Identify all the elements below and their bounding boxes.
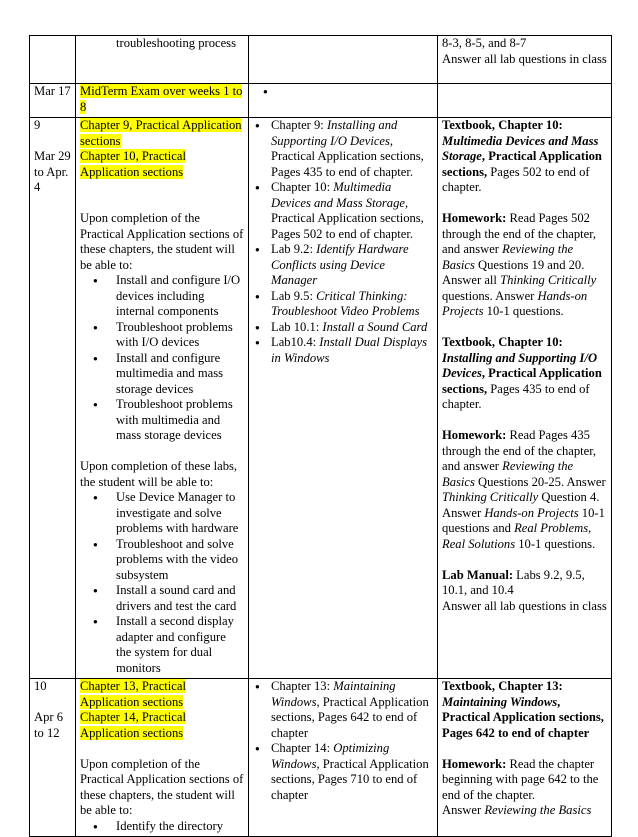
lab-answer-note: Answer all lab questions in class — [442, 598, 607, 613]
chapter-section: Chapter 13, Practical Application sections — [80, 679, 186, 709]
assignment-text: Answer all lab questions in class — [442, 51, 607, 66]
readings-cell — [249, 118, 438, 679]
textbook-assignment: Textbook, Chapter 10: Multimedia Devices and Mass Storage, Practical Application sections, Pages 502 to end of chapter. — [442, 118, 602, 194]
list-item: ● Troubleshoot problems with I/O devices — [80, 320, 244, 351]
homework-assignment: Homework: Read the chapter beginning with page 642 to the end of the chapter. — [442, 756, 599, 802]
list-item: ● Install and configure multimedia and mass storage devices — [80, 351, 244, 398]
textbook-assignment: Textbook, Chapter 10: Installing and Supporting I/O Devices, Practical Application sections, Pages 435 to end of chapter. — [442, 335, 602, 411]
topics-cell — [76, 84, 249, 118]
week-dates: Mar 29 to Apr. 4 — [34, 149, 71, 194]
chapter-section: Chapter 10, Practical Application sections — [80, 149, 186, 179]
list-item: ● Install and configure I/O devices including internal components — [80, 273, 244, 320]
table-row — [30, 84, 612, 118]
week-date: Mar 17 — [34, 84, 71, 98]
week-number: 10 — [34, 679, 47, 693]
assignments-cell — [438, 36, 612, 84]
topics-cell — [76, 679, 249, 837]
list-item: ● Use Device Manager to investigate and solve problems with hardware — [80, 490, 244, 537]
syllabus-table — [29, 35, 612, 837]
week-cell — [30, 84, 76, 118]
homework-assignment: Answer Reviewing the Basics — [442, 803, 592, 817]
objectives-list — [80, 273, 244, 444]
readings-cell — [249, 679, 438, 837]
topics-cell — [76, 118, 249, 679]
week-cell — [30, 118, 76, 679]
objectives-intro: Upon completion of these labs, the student will be able to: — [80, 459, 238, 489]
lab-assignment: Lab Manual: Labs 9.2, 9.5, 10.1, and 10.4 — [442, 567, 585, 597]
list-item: ● Lab 9.2: Identify Hardware Conflicts using Device Manager — [253, 242, 433, 289]
list-item: ● Chapter 10: Multimedia Devices and Mass Storage, Practical Application sections, Pages 502 to end of chapter. — [253, 180, 433, 242]
list-item: ● Chapter 14: Optimizing Windows, Practical Application sections, Pages 710 to end of chapter — [253, 741, 433, 803]
assignment-text: 8-3, 8-5, and 8-7 — [442, 36, 527, 50]
list-item: ● Lab 9.5: Critical Thinking: Troubleshoot Video Problems — [253, 289, 433, 320]
list-item: ● Troubleshoot problems with multimedia and mass storage devices — [80, 397, 244, 444]
week-cell — [30, 36, 76, 84]
list-item: ● Troubleshoot and solve problems with the video subsystem — [80, 537, 244, 584]
homework-assignment: Homework: Read Pages 502 through the end of the chapter, and answer Reviewing the Basics Questions 19 and 20. Answer all Thinking Critically questions. Answer Hands-on Projects 10-1 questions. — [442, 211, 597, 318]
list-item: ● Install a sound card and drivers and test the card — [80, 583, 244, 614]
readings-list — [253, 118, 433, 366]
table-row — [30, 36, 612, 84]
readings-cell — [249, 84, 438, 118]
midterm-exam-text: MidTerm Exam over weeks 1 to 8 — [80, 84, 243, 114]
readings-list — [253, 679, 433, 803]
week-cell — [30, 679, 76, 837]
list-item: ● Install a second display adapter and configure the system for dual monitors — [80, 614, 244, 676]
assignments-cell — [438, 679, 612, 837]
list-item: ● Chapter 9: Installing and Supporting I/O Devices, Practical Application sections, Pages 435 to end of chapter. — [253, 118, 433, 180]
objectives-list — [80, 819, 244, 835]
bullet-icon — [253, 84, 433, 99]
list-item: ● Lab10.4: Install Dual Displays in Windows — [253, 335, 433, 366]
list-item: ● Lab 10.1: Install a Sound Card — [253, 320, 433, 336]
list-item: ● Identify the directory — [80, 819, 244, 835]
list-item: ● Chapter 13: Maintaining Windows, Practical Application sections, Pages 642 to end of chapter — [253, 679, 433, 741]
objectives-list — [80, 490, 244, 676]
topics-cell — [76, 36, 249, 84]
chapter-section: Chapter 9, Practical Application sections — [80, 118, 242, 148]
assignments-cell — [438, 84, 612, 118]
assignments-cell — [438, 118, 612, 679]
week-dates: Apr 6 to 12 — [34, 710, 64, 740]
homework-assignment: Homework: Read Pages 435 through the end of the chapter, and answer Reviewing the Basics Questions 20-25. Answer Thinking Critically Question 4. Answer Hands-on Projects 10-1 questions and Real Problems, Real Solutions 10-1 questions. — [442, 428, 606, 551]
topic-text: troubleshooting process — [116, 36, 236, 50]
chapter-section: Chapter 14, Practical Application sections — [80, 710, 186, 740]
table-row — [30, 118, 612, 679]
objectives-intro: Upon completion of the Practical Application sections of these chapters, the student will be able to: — [80, 211, 244, 272]
textbook-assignment: Textbook, Chapter 13: Maintaining Windows, Practical Application sections, Pages 642 to end of chapter — [442, 679, 604, 740]
week-number: 9 — [34, 118, 41, 132]
readings-cell — [249, 36, 438, 84]
objectives-intro: Upon completion of the Practical Application sections of these chapters, the student will be able to: — [80, 756, 244, 817]
table-row — [30, 679, 612, 837]
